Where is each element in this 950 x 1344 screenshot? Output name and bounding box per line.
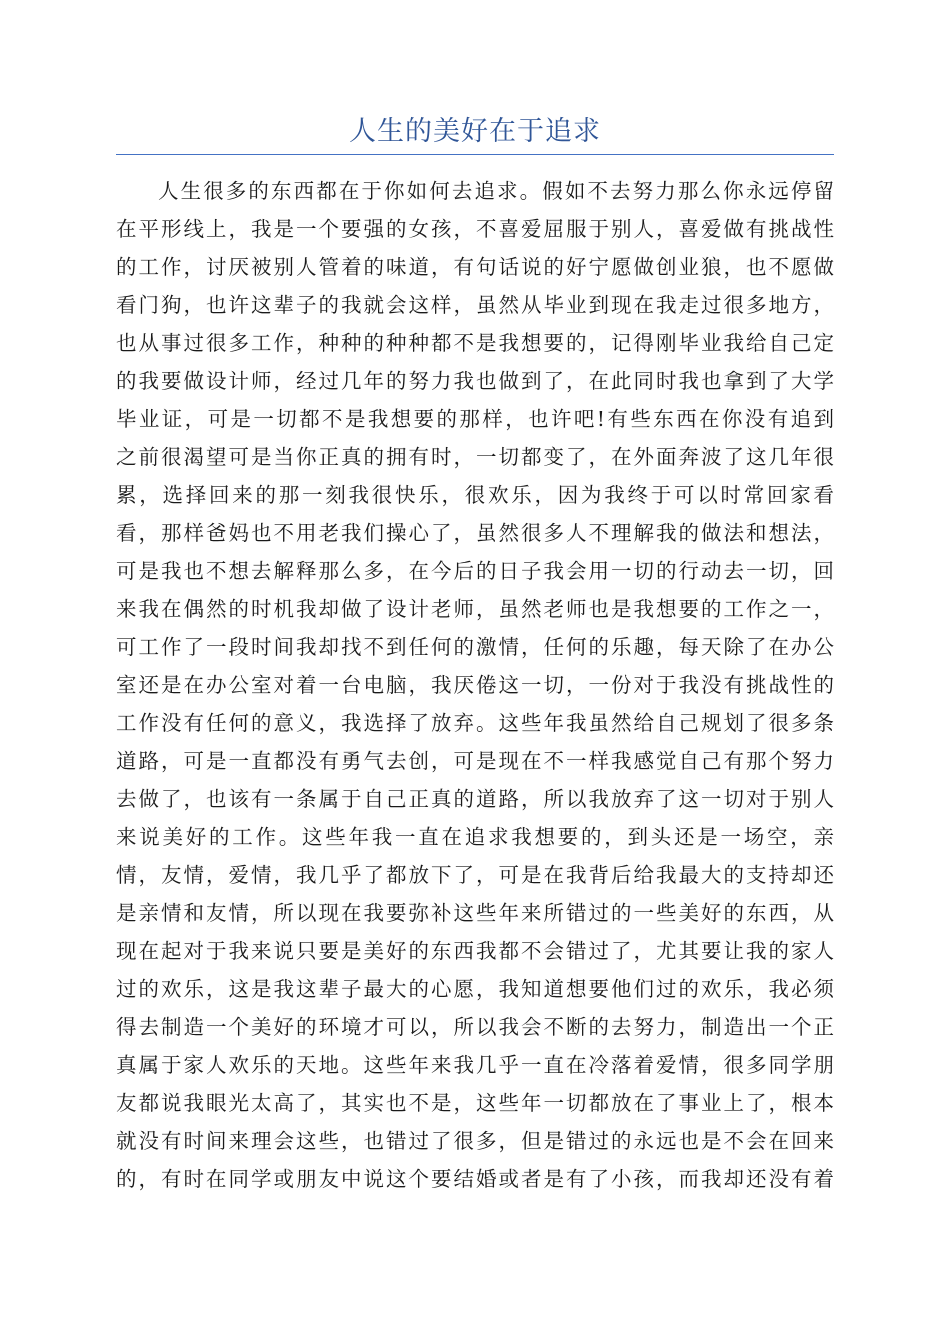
body-line: 情，友情，爱情，我几乎了都放下了，可是在我背后给我最大的支持却还	[116, 863, 834, 887]
body-line: 的，有时在同学或朋友中说这个要结婚或者是有了小孩，而我却还没有着	[116, 1167, 834, 1191]
body-line: 在平形线上，我是一个要强的女孩，不喜爱屈服于别人，喜爱做有挑战性	[116, 217, 834, 241]
body-line: 道路，可是一直都没有勇气去创，可是现在不一样我感觉自己有那个努力	[116, 749, 834, 773]
body-line: 是亲情和友情，所以现在我要弥补这些年来所错过的一些美好的东西，从	[116, 901, 834, 925]
body-line: 也从事过很多工作，种种的种种都不是我想要的，记得刚毕业我给自己定	[116, 331, 834, 355]
body-line: 来说美好的工作。这些年我一直在追求我想要的，到头还是一场空，亲	[116, 825, 834, 849]
body-line: 看，那样爸妈也不用老我们操心了，虽然很多人不理解我的做法和想法，	[116, 521, 834, 545]
body-line: 之前很渴望可是当你正真的拥有时，一切都变了，在外面奔波了这几年很	[116, 445, 834, 469]
body-line: 看门狗，也许这辈子的我就会这样，虽然从毕业到现在我走过很多地方，	[116, 293, 834, 317]
body-line: 去做了，也该有一条属于自己正真的道路，所以我放弃了这一切对于别人	[116, 787, 834, 811]
body-line: 累，选择回来的那一刻我很快乐，很欢乐，因为我终于可以时常回家看	[116, 483, 834, 507]
body-line: 可工作了一段时间我却找不到任何的激情，任何的乐趣，每天除了在办公	[116, 635, 834, 659]
body-line: 来我在偶然的时机我却做了设计老师，虽然老师也是我想要的工作之一，	[116, 597, 834, 621]
body-line: 得去制造一个美好的环境才可以，所以我会不断的去努力，制造出一个正	[116, 1015, 834, 1039]
body-line: 就没有时间来理会这些，也错过了很多，但是错过的永远也是不会在回来	[116, 1129, 834, 1153]
body-line: 室还是在办公室对着一台电脑，我厌倦这一切，一份对于我没有挑战性的	[116, 673, 834, 697]
body-line: 的我要做设计师，经过几年的努力我也做到了，在此同时我也拿到了大学	[116, 369, 834, 393]
body-line: 可是我也不想去解释那么多，在今后的日子我会用一切的行动去一切，回	[116, 559, 834, 583]
body-line: 真属于家人欢乐的天地。这些年来我几乎一直在冷落着爱情，很多同学朋	[116, 1053, 834, 1077]
body-line: 现在起对于我来说只要是美好的东西我都不会错过了，尤其要让我的家人	[116, 939, 834, 963]
body-line: 工作没有任何的意义，我选择了放弃。这些年我虽然给自己规划了很多条	[116, 711, 834, 735]
body-line: 过的欢乐，这是我这辈子最大的心愿，我知道想要他们过的欢乐，我必须	[116, 977, 834, 1001]
body-line: 人生很多的东西都在于你如何去追求。假如不去努力那么你永远停留	[158, 179, 834, 203]
body-line: 友都说我眼光太高了，其实也不是，这些年一切都放在了事业上了，根本	[116, 1091, 834, 1115]
title-underline	[116, 154, 834, 155]
body-line: 的工作，讨厌被别人管着的味道，有句话说的好宁愿做创业狼，也不愿做	[116, 255, 834, 279]
document-title: 人生的美好在于追求	[349, 116, 601, 147]
body-line: 毕业证，可是一切都不是我想要的那样，也许吧!有些东西在你没有追到	[116, 407, 834, 431]
document-body	[116, 172, 834, 1198]
